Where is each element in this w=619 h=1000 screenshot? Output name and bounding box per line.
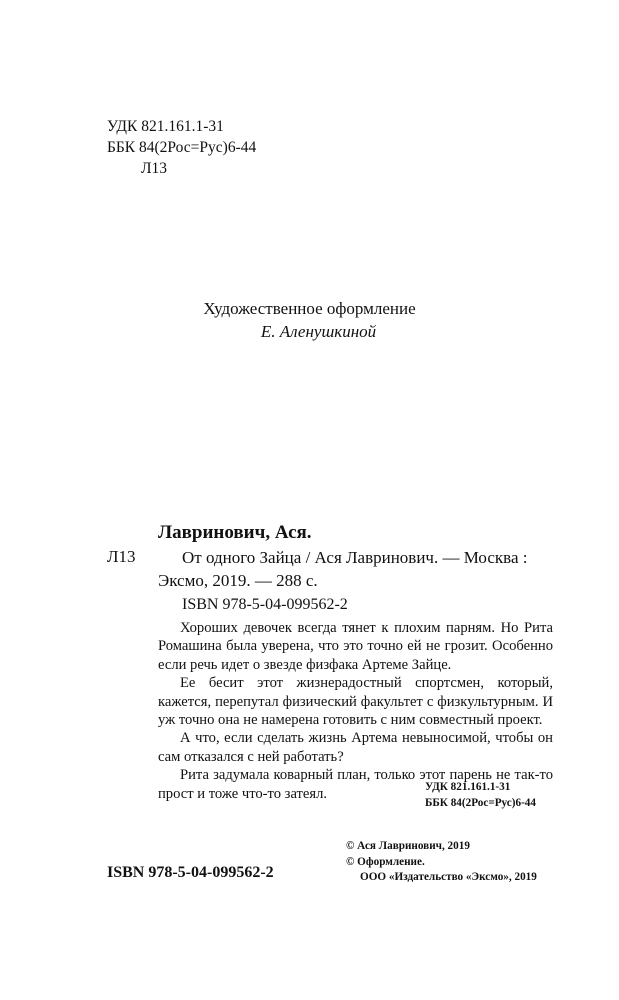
bibliography-isbn: ISBN 978-5-04-099562-2: [182, 596, 348, 613]
abstract-paragraph: А что, если сделать жизнь Артема невыносимой, чтобы он сам отказался с ней работать?: [158, 730, 553, 765]
abstract-paragraph: Хороших девочек всегда тянет к плохим парням. Но Рита Ромашина была уверена, что это точно ей не грозит. Особенно если речь идет о звезде физфака Артеме Зайце.: [158, 620, 553, 673]
udk-code: УДК 821.161.1-31: [425, 781, 511, 793]
bbk-code: ББК 84(2Рос=Рус)6-44: [425, 796, 536, 809]
design-credit: [0, 297, 619, 343]
bibliography-author: Лавринович, Ася.: [158, 522, 312, 543]
design-credit-label: Художественное оформление: [203, 299, 416, 318]
bibliography-line: Эксмо, 2019. — 288 с.: [158, 571, 318, 590]
copyright-publisher: ООО «Издательство «Эксмо», 2019: [360, 871, 537, 883]
classification-codes-bottom: [425, 780, 536, 811]
copyright-block: [346, 839, 537, 886]
author-mark: Л13: [141, 160, 168, 177]
isbn-bottom: ISBN 978-5-04-099562-2: [107, 864, 274, 881]
designer-name: Е. Аленушкиной: [260, 322, 377, 341]
bibliography-line: От одного Зайца / Ася Лавринович. — Москва :: [182, 548, 528, 567]
bibliography-author-mark: Л13: [107, 547, 136, 566]
abstract-paragraph: Рита задумала коварный план, только этот парень не так-то прост и тоже что-то затеял.: [158, 767, 553, 802]
udk-code: УДК 821.161.1-31: [107, 118, 224, 135]
classification-codes-top: [107, 116, 256, 179]
book-abstract: [158, 619, 553, 803]
copyright-author: © Ася Лавринович, 2019: [346, 840, 470, 852]
bibliography-entry: [158, 546, 553, 592]
abstract-paragraph: Ее бесит этот жизнерадостный спортсмен, который, кажется, перепутал физический факультет с физкультурным. И уж точно она не намерена готовить с ним совместный проект.: [158, 675, 553, 729]
copyright-design: © Оформление.: [346, 855, 425, 868]
bbk-code: ББК 84(2Рос=Рус)6-44: [107, 139, 257, 156]
